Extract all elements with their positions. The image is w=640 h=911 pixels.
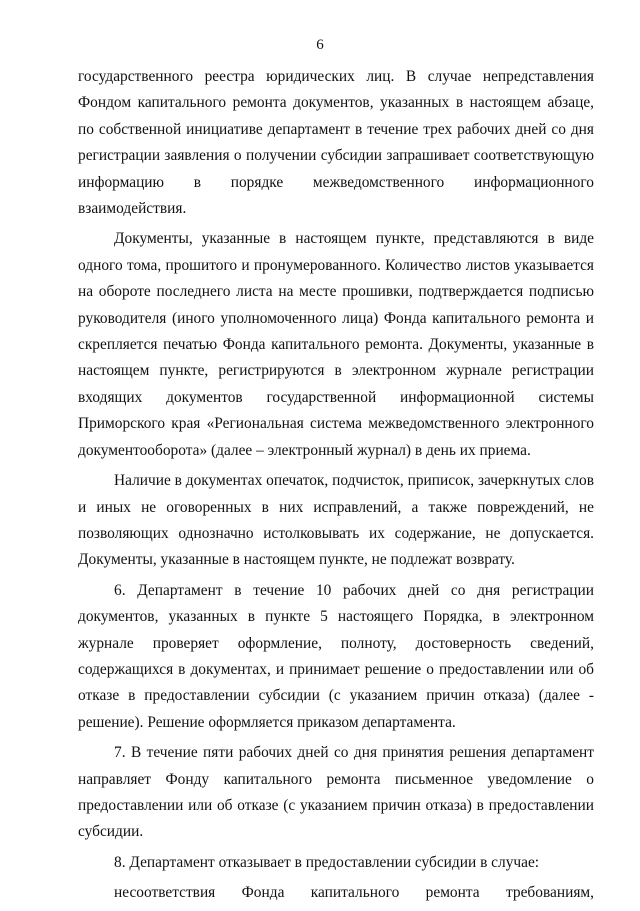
paragraph-document-binding: Документы, указанные в настоящем пункте, представляются в виде одного тома, прошитого и пронумерованного. Количество листов указывается на обороте последнего листа на месте прошивки, подтверждается подписью руководителя (иного уполномоченного лица) Фонда капитального ремонта и скрепляется печатью Фонда капитального ремонта. Документы, указанные в настоящем пункте, регистрируются в электронном журнале регистрации входящих документов государственной информационной системы Приморского края «Региональная система межведомственного электронного документооборота» (далее – электронный журнал) в день их приема. [78,230,594,459]
document-body [78,64,594,911]
paragraph-item-6-review: 6. Департамент в течение 10 рабочих дней со дня регистрации документов, указанных в пункте 5 настоящего Порядка, в электронном журнале проверяет оформление, полноту, достоверность сведений, содержащихся в документах, и принимает решение о предоставлении или об отказе в предоставлении субсидии (с указанием причин отказа) (далее - решение). Решение оформляется приказом департамента. [78,581,594,731]
paragraph-corrections-prohibited: Наличие в документах опечаток, подчисток, приписок, зачеркнутых слов и иных не оговоренных в них исправлений, а также повреждений, не позволяющих однозначно истолковывать их содержание, не допускается. Документы, указанные в настоящем пункте, не подлежат возврату. [78,472,594,569]
paragraph-refusal-reason-1: несоответствия Фонда капитального ремонта требованиям, [114,884,594,902]
paragraph-item-7-notification: 7. В течение пяти рабочих дней со дня принятия решения департамент направляет Фонду капитального ремонта письменное уведомление о предоставлении или об отказе (с указанием причин отказа) в предоставлении субсидии. [78,744,594,841]
paragraph-registry-request: государственного реестра юридических лиц. В случае непредставления Фондом капитального ремонта документов, указанных в настоящем абзаце, по собственной инициативе департамент в течение трех рабочих дней со дня регистрации заявления о получении субсидии запрашивает соответствующую информацию в порядке межведомственного информационного взаимодействия. [78,68,594,218]
paragraph-item-8-refusal: 8. Департамент отказывает в предоставлении субсидии в случае: [114,853,540,871]
page-number: 6 [316,37,324,53]
